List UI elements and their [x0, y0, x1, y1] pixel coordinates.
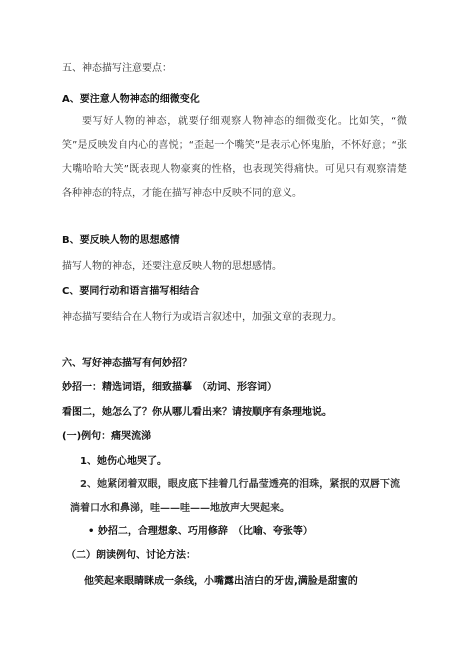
point-a-body: 要写好人物的神态，就要仔细观察人物神态的细微变化。比如笑，“微笑”是反映发自内心的喜悦；“歪起一个嘴笑”是表示心怀鬼胎，不怀好意；“张大嘴哈哈大笑”既表现人物豪爽的性格，也表现笑得痛快。可见只有观察清楚各种神态的特点，才能在描写神态中反映不同的意义。 [62, 116, 407, 199]
trick1-line: 妙招一：精选词语，细致描摹 （动词、形容词） [62, 382, 277, 393]
point-c-body: 神态描写要结合在人物行为或语言叙述中，加强文章的表现力。 [62, 312, 342, 323]
example-heading: (一)例句：痛哭流涕 [62, 431, 152, 442]
trick2-line: • 妙招二，合理想象、巧用修辞 （比喻、夸张等） [88, 526, 313, 537]
section5-heading: 五、神态描写注意要点： [62, 63, 172, 74]
reading-example: 他笑起来眼睛眯成一条线，小嘴露出洁白的牙齿,满脸是甜蜜的 [84, 576, 358, 587]
point-b-body: 描写人物的神态，还要注意反映人物的思想感情。 [62, 261, 282, 272]
section6-heading: 六、写好神态描写有何妙招？ [62, 358, 192, 369]
example-1: 1、她伤心地哭了。 [80, 456, 167, 467]
point-c-title: C、要同行动和语言描写相结合 [62, 286, 200, 297]
example-2: 2、她紧闭着双眼，眼皮底下挂着几行晶莹透亮的泪珠，紧抿的双唇下流淌着口水和鼻涕，哇——哇——地放声大哭起来。 [70, 479, 400, 514]
point-b-title: B、要反映人物的思想感情 [62, 235, 180, 246]
reading-heading: （二）朗读例句、讨论方法： [66, 550, 196, 561]
question-line: 看图二，她怎么了？你从哪儿看出来？请按顺序有条理地说。 [62, 407, 332, 418]
point-a-title: A、要注意人物神态的细微变化 [62, 94, 200, 105]
